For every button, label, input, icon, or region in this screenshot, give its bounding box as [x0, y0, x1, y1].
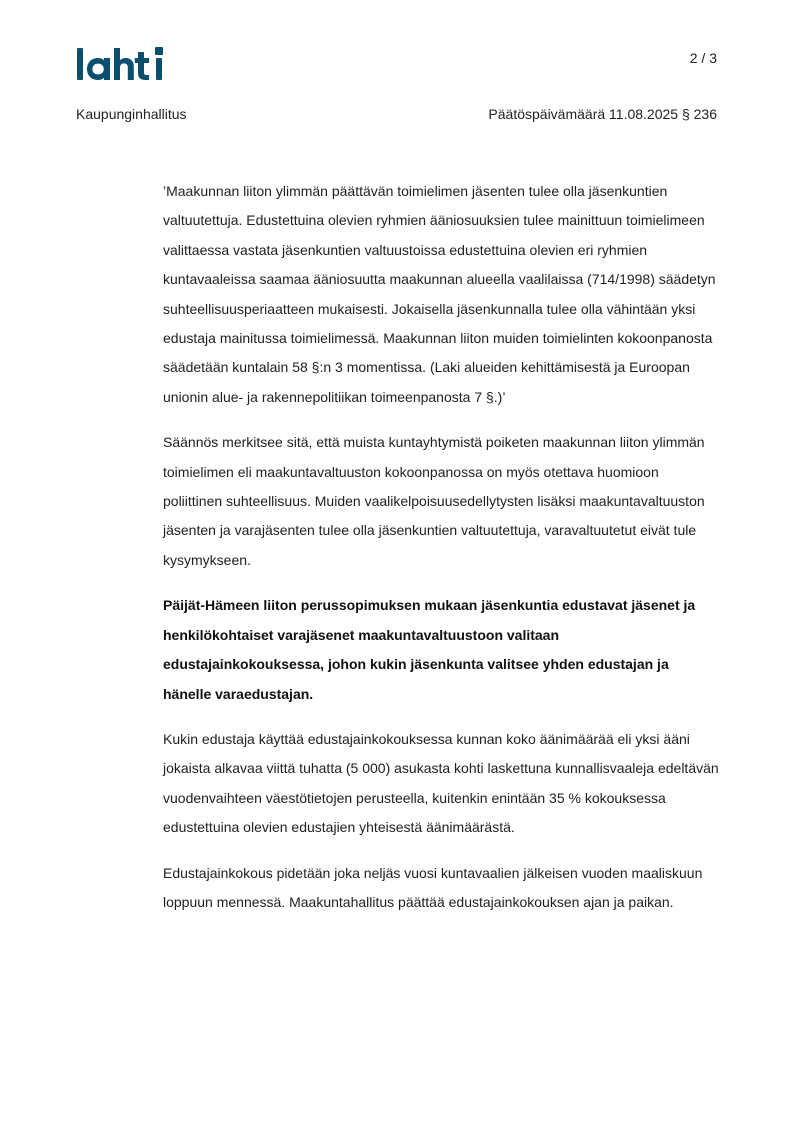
committee-name: Kaupunginhallitus: [76, 106, 187, 122]
lahti-logo: [76, 44, 168, 84]
explanation-paragraph: Säännös merkitsee sitä, että muista kuntayhtymistä poiketen maakunnan liiton ylimmän toimielimen eli maakuntavaltuuston kokoonpanossa on myös otettava huomioon poliittinen suhteellisuus. Muiden vaalikelpoisuusedellytysten lisäksi maakuntavaltuuston jäsenten ja varajäsenten tulee olla jäsenkuntien valtuutettuja, varavaltuutetut eivät tule kysymykseen.: [163, 434, 705, 568]
quoted-law-paragraph: ’Maakunnan liiton ylimmän päättävän toimielimen jäsenten tulee olla jäsenkuntien valtuutettuja. Edustettuina olevien ryhmien ääniosuuksien tulee mainittuun toimielimeen valittaessa vastata jäsenkuntien valtuustoissa edustettuina olevien eri ryhmien kuntavaaleissa saamaa ääniosuutta maakunnan alueella vaalilaissa (714/1998) säädetyn suhteellisuusperiaatteen mukaisesti. Jokaisella jäsenkunnalla tulee olla vähintään yksi edustaja mainitussa toimielimessä. Maakunnan liiton muiden toimielinten kokoonpanosta säädetään kuntalain 58 §:n 3 momentissa. (Laki alueiden kehittämisestä ja Euroopan unionin alue- ja rakennepolitiikan toimeenpanosta 7 §.)’: [163, 183, 716, 405]
decision-date-and-section: Päätöspäivämäärä 11.08.2025 § 236: [488, 106, 717, 122]
page-number: 2 / 3: [689, 50, 717, 66]
meeting-schedule-paragraph: Edustajainkokous pidetään joka neljäs vuosi kuntavaalien jälkeisen vuoden maaliskuun loppuun mennessä. Maakuntahallitus päättää edustajainkokouksen ajan ja paikan.: [163, 864, 703, 910]
document-body: [163, 177, 720, 933]
bold-rule-paragraph: Päijät-Hämeen liiton perussopimuksen mukaan jäsenkuntia edustavat jäsenet ja henkilökohtaiset varajäsenet maakuntavaltuustoon valitaan edustajainkokouksessa, johon kukin jäsenkunta valitsee yhden edustajan ja hänelle varaedustajan.: [163, 597, 696, 702]
voting-paragraph: Kukin edustaja käyttää edustajainkokouksessa kunnan koko äänimäärää eli yksi ääni jokaista alkavaa viittä tuhatta (5 000) asukasta kohti laskettuna kunnallisvaaleja edeltävän vuodenvaihteen väestötietojen perusteella, kuitenkin enintään 35 % kokouksessa edustettuina olevien edustajien yhteisestä äänimäärästä.: [163, 730, 719, 836]
